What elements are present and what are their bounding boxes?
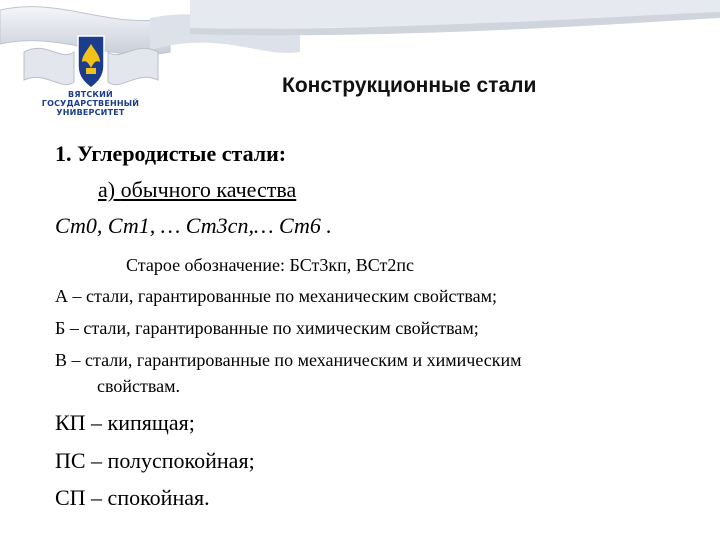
subheading bbox=[98, 177, 296, 203]
group-item: А – стали, гарантированные по механическим свойствам; bbox=[55, 286, 497, 306]
old-designation: Старое обозначение: БСт3кп, ВСт2пс bbox=[126, 255, 415, 275]
university-name-line: ВЯТСКИЙ bbox=[68, 90, 113, 99]
deoxidation-item: СП – спокойная. bbox=[55, 485, 210, 510]
university-name bbox=[18, 90, 163, 117]
slide-title: Конструкционные стали bbox=[282, 74, 537, 97]
section-heading: 1. Углеродистые стали: bbox=[55, 141, 287, 166]
subheading-text: обычного качества bbox=[120, 177, 297, 202]
subheading-prefix: а) bbox=[98, 177, 121, 202]
steel-grades: Ст0, Ст1, … Ст3сп,… Ст6 . bbox=[55, 213, 332, 238]
deoxidation-item: ПС – полуспокойная; bbox=[55, 448, 255, 473]
group-item: В – стали, гарантированные по механическим и химическим bbox=[55, 350, 522, 370]
university-name-line: ГОСУДАРСТВЕННЫЙ bbox=[41, 99, 140, 108]
group-item-continuation: свойствам. bbox=[97, 376, 180, 396]
deoxidation-item: КП – кипящая; bbox=[55, 410, 195, 435]
university-name-line: УНИВЕРСИТЕТ bbox=[56, 108, 125, 117]
group-item: Б – стали, гарантированные по химическим свойствам; bbox=[55, 318, 479, 338]
